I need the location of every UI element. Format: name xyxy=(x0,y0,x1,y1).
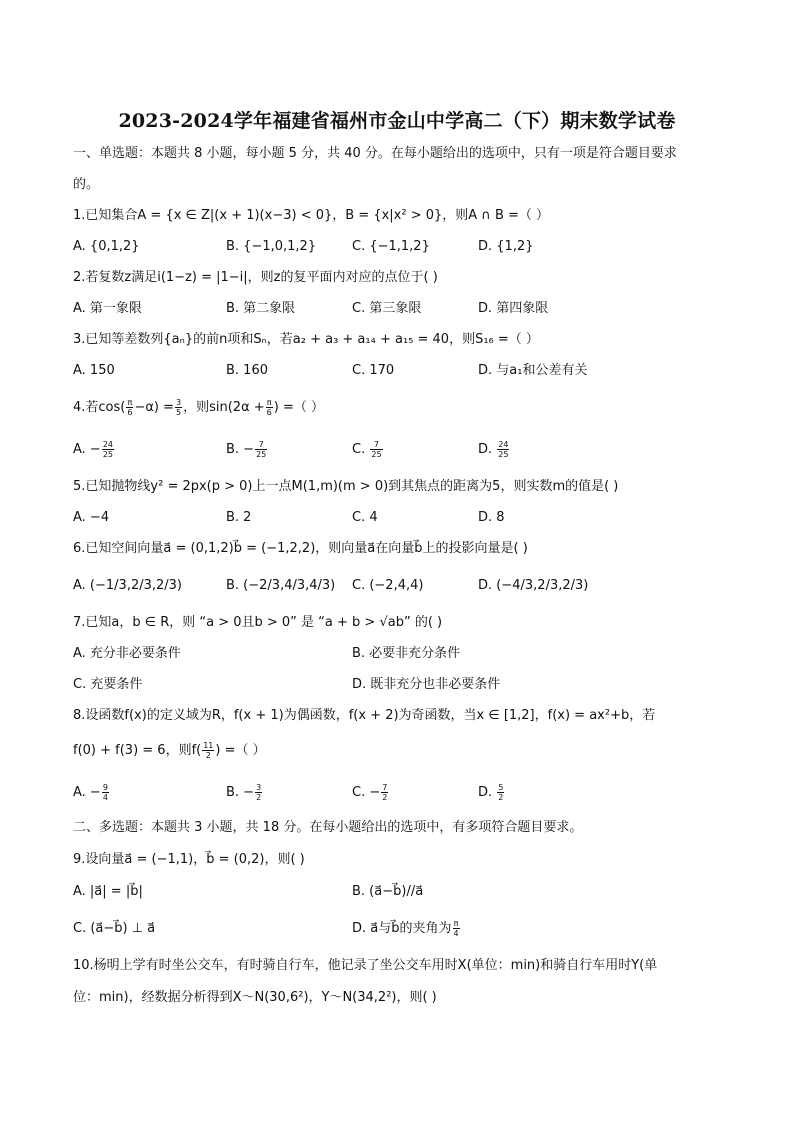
q4-b-den: 25 xyxy=(256,450,267,459)
question-4-option-b xyxy=(226,440,268,460)
question-2-option-c: C. 第三象限 xyxy=(352,301,422,316)
q8-frac-den: 2 xyxy=(205,751,211,760)
q8-a-den: 4 xyxy=(102,793,108,802)
question-2-option-b: B. 第二象限 xyxy=(226,301,296,316)
question-4-option-c xyxy=(352,440,384,460)
q4-d-frac xyxy=(497,440,509,459)
question-6-option-b: B. (−2/3,4/3,4/3) xyxy=(226,578,336,593)
question-8-stem-line-1: 8.设函数f(x)的定义域为R，f(x + 1)为偶函数，f(x + 2)为奇函数，当x ∈ [1,2]，f(x) = ax²+b，若 xyxy=(73,708,656,723)
q4-c-num: 7 xyxy=(370,440,382,450)
question-9-option-b: B. (a⃗−b⃗)//a⃗ xyxy=(352,884,424,899)
q4-frac-3-num: π xyxy=(266,398,272,407)
q4-frac-3 xyxy=(266,398,273,417)
question-9-option-a: A. |a⃗| = |b⃗| xyxy=(73,884,143,899)
section-2-heading: 二、多选题：本题共 3 小题，共 18 分。在每小题给出的选项中，有多项符合题目要求。 xyxy=(73,820,583,835)
q4-c-frac xyxy=(370,440,382,459)
question-6-option-c: C. (−2,4,4) xyxy=(352,578,424,593)
q4-c-den: 25 xyxy=(371,450,382,459)
q9-d-frac xyxy=(453,919,460,938)
question-7-option-b: B. 必要非充分条件 xyxy=(352,646,461,661)
question-6-stem: 6.已知空间向量a⃗ = (0,1,2)b⃗ = (−1,2,2)，则向量a⃗在向量b⃗上的投影向量是( ) xyxy=(73,541,528,556)
question-8-option-c xyxy=(352,783,389,803)
question-9-option-c: C. (a⃗−b⃗) ⊥ a⃗ xyxy=(73,921,156,936)
question-1-option-d: D. {1,2} xyxy=(478,239,534,254)
q4-pre: 4.若cos( xyxy=(73,400,126,415)
question-3-option-c: C. 170 xyxy=(352,363,395,378)
question-7-option-c: C. 充要条件 xyxy=(73,677,143,692)
question-6-option-a: A. (−1/3,2/3,2/3) xyxy=(73,578,182,593)
q9-d-den: 4 xyxy=(453,929,459,938)
question-2-option-d: D. 第四象限 xyxy=(478,301,549,316)
question-5-stem: 5.已知抛物线y² = 2px(p > 0)上一点M(1,m)(m > 0)到其焦点的距离为5，则实数m的值是( ) xyxy=(73,479,619,494)
question-10-stem-line-1: 10.杨明上学有时坐公交车，有时骑自行车，他记录了坐公交车用时X(单位：min)和骑自行车用时Y(单 xyxy=(73,958,658,973)
q4-a-frac xyxy=(102,440,114,459)
question-8-option-a xyxy=(73,783,110,803)
q4-a-num: 24 xyxy=(102,440,114,449)
q8-c-num: 7 xyxy=(382,783,388,792)
question-9-stem: 9.设向量a⃗ = (−1,1)，b⃗ = (0,2)，则( ) xyxy=(73,852,305,867)
section-1-heading-cont: 的。 xyxy=(73,177,100,192)
q4-c-pre: C. xyxy=(352,442,366,457)
question-8-option-b xyxy=(226,783,263,803)
q8-c-pre: C. − xyxy=(352,785,381,800)
question-10-stem-line-2: 位：min)，经数据分析得到X～N(30,6²)，Y～N(34,2²)，则( ) xyxy=(73,990,437,1005)
q4-b-num: 7 xyxy=(255,440,267,450)
question-5-option-b: B. 2 xyxy=(226,510,252,525)
q4-frac-3-den: 6 xyxy=(266,408,272,417)
question-4-stem xyxy=(73,398,324,418)
q8-b-pre: B. − xyxy=(226,785,255,800)
q8-a-num: 9 xyxy=(102,783,108,792)
q8-c-den: 2 xyxy=(382,793,388,802)
q4-post: ) =（ ） xyxy=(273,400,324,415)
question-6-option-d: D. (−4/3,2/3,2/3) xyxy=(478,578,589,593)
q4-b-pre: B. − xyxy=(226,442,255,457)
q4-frac-1 xyxy=(126,398,133,417)
question-7-stem: 7.已知a，b ∈ R，则 “a > 0且b > 0” 是 “a + b > √ab” 的( ) xyxy=(73,615,443,630)
question-3-option-d: D. 与a₁和公差有关 xyxy=(478,363,588,378)
question-1-stem: 1.已知集合A = {x ∈ Z|(x + 1)(x−3) < 0}，B = {x|x² > 0}，则A ∩ B =（ ） xyxy=(73,208,550,223)
q9-d-num: π xyxy=(453,919,459,928)
q8-a-pre: A. − xyxy=(73,785,101,800)
page-title: 2023-2024学年福建省福州市金山中学高二（下）期末数学试卷 xyxy=(118,110,676,132)
question-2-stem: 2.若复数z满足i(1−z) = |1−i|，则z的复平面内对应的点位于( ) xyxy=(73,270,438,285)
question-1-option-b: B. {−1,0,1,2} xyxy=(226,239,317,254)
q9-d-pre: D. a⃗与b⃗的夹角为 xyxy=(352,921,452,936)
q4-frac-1-num: π xyxy=(127,398,133,407)
q4-d-pre: D. xyxy=(478,442,493,457)
question-2-option-a: A. 第一象限 xyxy=(73,301,142,316)
question-9-option-d xyxy=(352,919,461,939)
question-5-option-c: C. 4 xyxy=(352,510,378,525)
q8-c-frac xyxy=(381,783,388,802)
q8-d-num: 5 xyxy=(498,783,504,792)
q8-d-frac xyxy=(497,783,504,802)
q8-d-den: 2 xyxy=(498,793,504,802)
q4-frac-2-num: 3 xyxy=(176,398,182,407)
q4-frac-1-den: 6 xyxy=(127,408,133,417)
question-1-option-a: A. {0,1,2} xyxy=(73,239,140,254)
question-7-option-a: A. 充分非必要条件 xyxy=(73,646,181,661)
question-8-option-d xyxy=(478,783,505,803)
q8-frac-num: 11 xyxy=(203,741,214,750)
q8-b-num: 3 xyxy=(256,783,262,792)
q8-a-frac xyxy=(102,783,109,802)
question-7-option-d: D. 既非充分也非必要条件 xyxy=(352,677,501,692)
q8-frac xyxy=(202,741,214,760)
q4-d-den: 25 xyxy=(498,450,509,459)
q4-mid-1: −α) = xyxy=(134,400,175,415)
question-3-option-a: A. 150 xyxy=(73,363,115,378)
question-3-stem: 3.已知等差数列{aₙ}的前n项和Sₙ，若a₂ + a₃ + a₁₄ + a₁₅ = 40，则S₁₆ =（ ） xyxy=(73,332,539,347)
question-5-option-d: D. 8 xyxy=(478,510,505,525)
q4-a-pre: A. − xyxy=(73,442,101,457)
q4-frac-2-den: 5 xyxy=(176,408,182,417)
q4-a-den: 25 xyxy=(102,450,114,459)
q8-d-pre: D. xyxy=(478,785,493,800)
q8-l2-pre: f(0) + f(3) = 6，则f( xyxy=(73,743,202,758)
q8-b-den: 2 xyxy=(256,793,262,802)
q4-d-num: 24 xyxy=(498,440,509,449)
q8-b-frac xyxy=(255,783,262,802)
question-4-option-a xyxy=(73,440,115,460)
q8-l2-post: ) =（ ） xyxy=(215,743,266,758)
question-8-stem-line-2 xyxy=(73,741,266,761)
question-3-option-b: B. 160 xyxy=(226,363,268,378)
question-5-option-a: A. −4 xyxy=(73,510,110,525)
question-1-option-c: C. {−1,1,2} xyxy=(352,239,430,254)
q4-mid-2: ，则sin(2α + xyxy=(183,400,265,415)
q4-frac-2 xyxy=(175,398,182,417)
question-4-option-d xyxy=(478,440,510,460)
q4-b-frac xyxy=(255,440,267,459)
section-1-heading: 一、单选题：本题共 8 小题，每小题 5 分，共 40 分。在每小题给出的选项中，只有一项是符合题目要求 xyxy=(73,146,677,161)
